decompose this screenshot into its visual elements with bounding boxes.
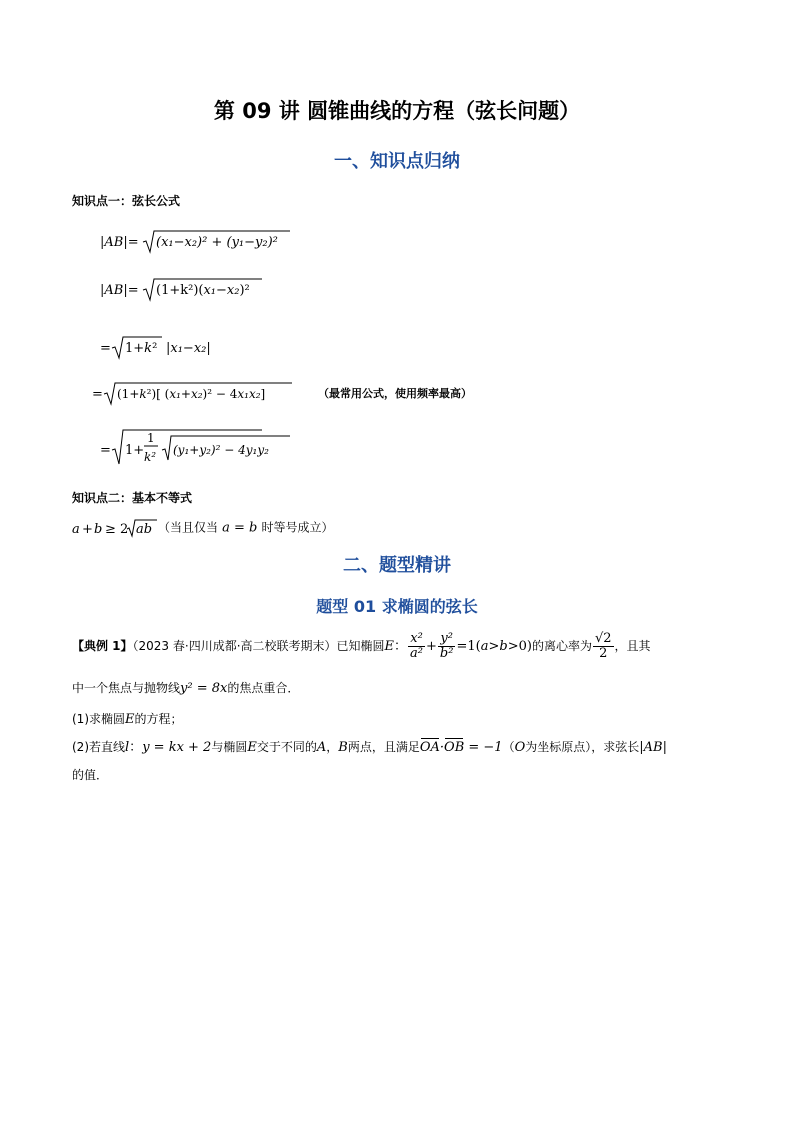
inequality-condition: （当且仅当: [158, 520, 219, 535]
svg-text:(1+k²)[ (x₁+x₂)² − 4x₁x₂]: (1+k²)[ (x₁+x₂)² − 4x₁x₂]: [117, 387, 266, 401]
q2-text-c: 交于不同的: [256, 740, 317, 754]
formula-2-svg: [100, 276, 300, 304]
formula-note: （最常用公式，使用频率最高）: [318, 387, 472, 400]
svg-text:1+: 1+: [125, 443, 145, 458]
svg-text:|AB|=: |AB|=: [100, 235, 139, 250]
question-type-heading: 题型 01 求椭圆的弦长: [316, 597, 478, 616]
formula-chord-length-4: [92, 380, 302, 411]
ellipse-name: E: [384, 639, 395, 654]
example-1-stem: 【典例 1】（2023 春·四川成都·高二校联考期末）已知椭圆E： $\frac{\text{x²}}{\text{a²}}$ + $\frac{\text{y²}}{\text{b²}}$ =1(a>b>0)的离心率为 $\frac{√2}{2}$ ，且其: [72, 631, 651, 661]
svg-text:=: =: [92, 387, 103, 402]
parabola-equation: y² = 8x: [180, 681, 228, 696]
formula-chord-length-2: [100, 276, 300, 307]
section-heading-knowledge: 一、知识点归纳: [334, 151, 460, 172]
svg-text:|x₁−x₂|: |x₁−x₂|: [166, 341, 211, 356]
question-2-end: 的值．: [72, 768, 109, 782]
inequality-line: [72, 518, 334, 538]
knowledge-point-2-label: 知识点二：基本不等式: [72, 491, 193, 505]
q2-text-b: 与椭圆: [211, 740, 248, 754]
example-stem-b: 的离心率为: [531, 639, 592, 653]
inequality-condition-end: 时等号成立）: [261, 520, 334, 535]
question-2: (2)若直线l：y = kx + 2与椭圆E交于不同的A，B两点，且满足OA·OB = −1（O为坐标原点），求弦长|AB|: [72, 740, 667, 755]
example-tag: 【典例 1】: [72, 639, 133, 653]
svg-text:b: b: [94, 522, 103, 537]
formula-1-svg: [100, 228, 300, 256]
svg-text:(x₁−x₂)² + (y₁−y₂)²: (x₁−x₂)² + (y₁−y₂)²: [156, 235, 278, 250]
page-title: 第 09 讲 圆锥曲线的方程（弦长问题）: [213, 99, 581, 123]
svg-text:1: 1: [147, 431, 155, 445]
example-stem-c: ，且其: [614, 639, 651, 653]
eccentricity-value: $\frac{√2}{2}$: [594, 631, 612, 661]
formula-5-svg: [100, 428, 300, 468]
q1-text-end: 的方程；: [134, 712, 183, 726]
chord-ab: |AB|: [639, 740, 667, 755]
fraction-y2-b2: $\frac{\text{y²}}{\text{b²}}$: [439, 631, 454, 661]
svg-text:=: =: [100, 341, 111, 356]
q2-text-e: （: [502, 740, 515, 754]
q2-text-a: (2)若直线: [72, 740, 125, 754]
svg-text:1+k²: 1+k²: [125, 341, 158, 356]
svg-text:+: +: [82, 522, 93, 537]
formula-4-svg: [92, 380, 302, 408]
example-source: （2023 春·四川成都·高二校联考期末）: [132, 639, 337, 653]
formula-3-svg: [100, 334, 300, 362]
dot-product-condition: OA·OB = −1: [419, 740, 503, 755]
line2-text-a: 中一个焦点与抛物线: [72, 681, 181, 695]
equality-condition: a = b: [218, 520, 262, 536]
formula-chord-length-5: [100, 428, 300, 471]
svg-text:=: =: [100, 443, 111, 458]
svg-text:≥ 2: ≥ 2: [105, 522, 129, 537]
svg-text:a: a: [72, 522, 80, 537]
formula-chord-length-3: [100, 334, 300, 365]
svg-text:|AB|=: |AB|=: [100, 283, 139, 298]
q2-text-f: 为坐标原点），求弦长: [525, 740, 640, 754]
q1-text: (1)求椭圆: [72, 712, 125, 726]
line2-text-b: 的焦点重合．: [227, 681, 300, 695]
formula-chord-length-1: [100, 228, 300, 259]
question-1: (1)求椭圆E的方程；: [72, 712, 183, 727]
q2-text-d: 两点，且满足: [347, 740, 420, 754]
inequality-formula: [72, 518, 158, 538]
svg-text:ab: ab: [136, 522, 153, 537]
example-stem-a: 已知椭圆: [336, 639, 385, 653]
fraction-x2-a2: $\frac{\text{x²}}{\text{a²}}$: [410, 631, 424, 661]
svg-text:k²: k²: [144, 450, 157, 464]
svg-text:(1+k²)(x₁−x₂)²: (1+k²)(x₁−x₂)²: [156, 283, 250, 298]
section-heading-question-types: 二、题型精讲: [343, 555, 451, 576]
line-equation: y = kx + 2: [142, 740, 212, 755]
svg-text:(y₁+y₂)² − 4y₁y₂: (y₁+y₂)² − 4y₁y₂: [173, 443, 269, 457]
example-1-line-2: [72, 679, 299, 696]
knowledge-point-1-label: 知识点一：弦长公式: [72, 194, 181, 208]
